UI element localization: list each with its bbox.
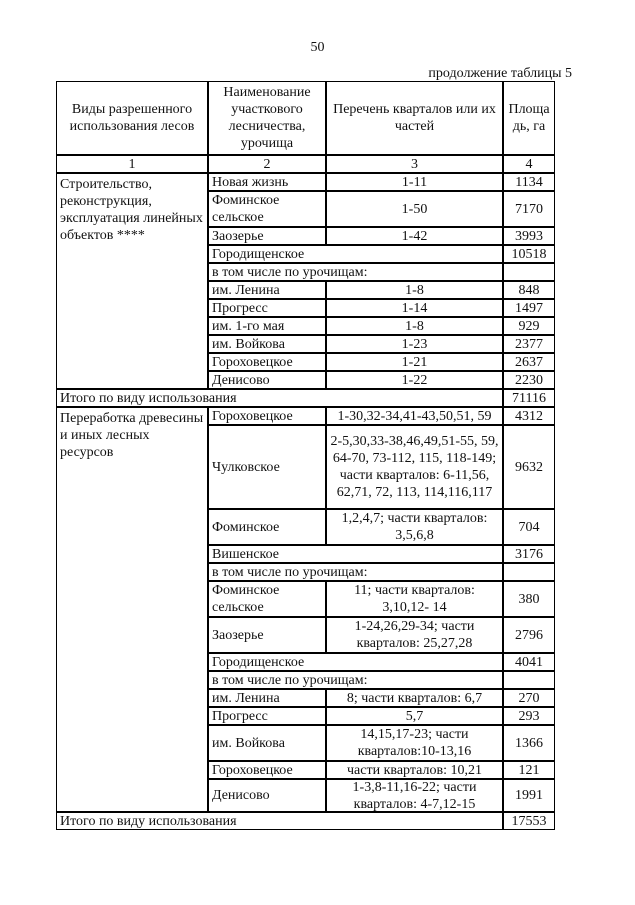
tract-name: Денисово [208,371,326,389]
area-value: 1991 [503,779,555,812]
quarters-list: 1-24,26,29-34; части кварталов: 25,27,28 [326,617,503,653]
area-value: 270 [503,689,555,707]
area-value: 1497 [503,299,555,317]
tract-name: Гороховецкое [208,353,326,371]
quarters-list: 1-22 [326,371,503,389]
column-number: 4 [503,155,555,173]
quarters-list: 1-3,8-11,16-22; части кварталов: 4-7,12-15 [326,779,503,812]
header-col-area: Площа дь, га [503,81,555,155]
area-value: 929 [503,317,555,335]
area-value: 3176 [503,545,555,563]
area-value-empty [503,263,555,281]
table-continuation-note: продолжение таблицы 5 [428,66,572,81]
total-label: Итого по виду использования [56,812,503,830]
quarters-list: 1-30,32-34,41-43,50,51, 59 [326,407,503,425]
tract-name: Фоминское сельское [208,581,326,617]
total-value: 71116 [503,389,555,407]
page-number: 50 [310,40,325,55]
area-value: 704 [503,509,555,545]
quarters-list: 1-50 [326,191,503,227]
area-value: 9632 [503,425,555,509]
area-value: 2637 [503,353,555,371]
area-value: 4312 [503,407,555,425]
quarters-list: 8; части кварталов: 6,7 [326,689,503,707]
tract-name: Прогресс [208,299,326,317]
tract-name: им. Войкова [208,725,326,761]
area-value: 3993 [503,227,555,245]
area-value: 121 [503,761,555,779]
quarters-list: 5,7 [326,707,503,725]
column-number: 2 [208,155,326,173]
total-label: Итого по виду использования [56,389,503,407]
tract-name: им. 1-го мая [208,317,326,335]
tract-name: Заозерье [208,617,326,653]
forestry-name: Городищенское [208,653,503,671]
quarters-list: 1,2,4,7; части кварталов: 3,5,6,8 [326,509,503,545]
quarters-list: 14,15,17-23; части кварталов:10-13,16 [326,725,503,761]
forestry-name: Заозерье [208,227,326,245]
area-value: 1366 [503,725,555,761]
usage-type-construction: Строительство, реконструкция, эксплуатация линейных объектов **** [56,173,208,389]
quarters-list: части кварталов: 10,21 [326,761,503,779]
area-value: 2796 [503,617,555,653]
quarters-list: 1-21 [326,353,503,371]
quarters-list: 1-8 [326,317,503,335]
quarters-list: 1-8 [326,281,503,299]
area-value: 10518 [503,245,555,263]
subtract-label: в том числе по урочищам: [208,563,503,581]
area-value: 1134 [503,173,555,191]
tract-name: им. Войкова [208,335,326,353]
column-number: 3 [326,155,503,173]
total-value: 17553 [503,812,555,830]
quarters-list: 11; части кварталов: 3,10,12- 14 [326,581,503,617]
area-value: 848 [503,281,555,299]
subtract-label: в том числе по урочищам: [208,263,503,281]
forestry-name: Чулковское [208,425,326,509]
quarters-list: 1-14 [326,299,503,317]
header-col-usage-types: Виды разрешенного использования лесов [56,81,208,155]
subtract-label: в том числе по урочищам: [208,671,503,689]
forestry-name: Новая жизнь [208,173,326,191]
tract-name: Гороховецкое [208,761,326,779]
column-number: 1 [56,155,208,173]
area-value: 2230 [503,371,555,389]
area-value-empty [503,671,555,689]
area-value: 7170 [503,191,555,227]
forestry-name: Фоминское сельское [208,191,326,227]
forestry-name: Городищенское [208,245,503,263]
quarters-list: 1-42 [326,227,503,245]
tract-name: им. Ленина [208,689,326,707]
area-value: 380 [503,581,555,617]
usage-type-processing: Переработка древесины и иных лесных ресурсов [56,407,208,812]
header-col-quarters: Перечень кварталов или их частей [326,81,503,155]
forestry-name: Гороховецкое [208,407,326,425]
forestry-name: Вишенское [208,545,503,563]
area-value: 293 [503,707,555,725]
area-value: 2377 [503,335,555,353]
quarters-list: 1-23 [326,335,503,353]
quarters-list: 1-11 [326,173,503,191]
quarters-list: 2-5,30,33-38,46,49,51-55, 59, 64-70, 73-112, 115, 118-149; части кварталов: 6-11,56, 62,71, 72, 113, 114,116,117 [326,425,503,509]
forestry-name: Фоминское [208,509,326,545]
tract-name: Прогресс [208,707,326,725]
header-col-forestry-name: Наименование участкового лесничества, урочища [208,81,326,155]
area-value: 4041 [503,653,555,671]
tract-name: им. Ленина [208,281,326,299]
tract-name: Денисово [208,779,326,812]
area-value-empty [503,563,555,581]
